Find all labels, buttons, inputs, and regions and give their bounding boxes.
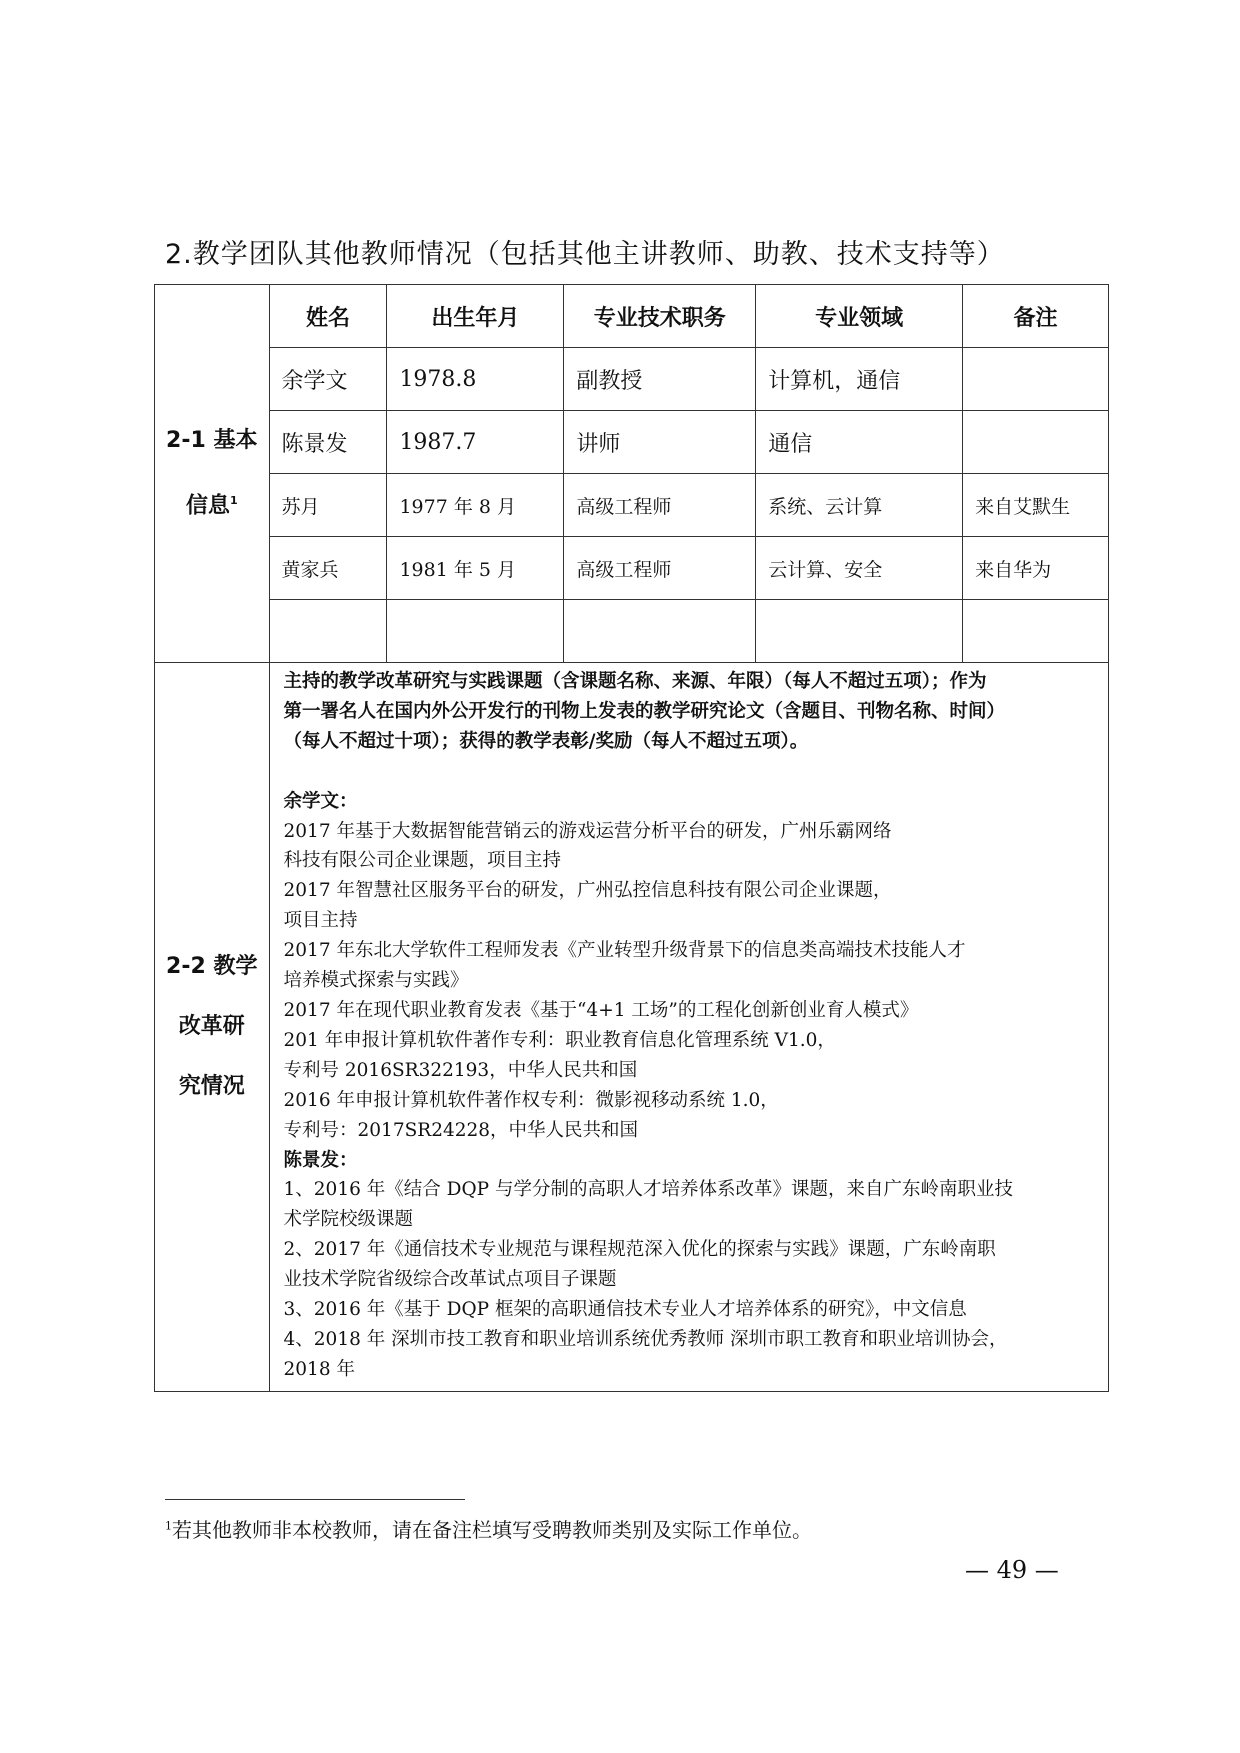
cell: 1978.8	[387, 348, 564, 411]
teacher2-items	[284, 1175, 1108, 1384]
reform-item-line: 培养模式探索与实践》	[283, 970, 469, 992]
footnote: $^1$若其他教师非本校教师，请在备注栏填写受聘教师类别及实际工作单位。	[165, 1518, 812, 1542]
cell: 计算机，通信	[756, 348, 963, 411]
cell: 高级工程师	[564, 474, 756, 537]
reform-item-line: 201 年申报计算机软件著作专利：职业教育信息化管理系统 V1.0，	[283, 1029, 836, 1051]
cell: 高级工程师	[564, 537, 756, 600]
table-row	[155, 474, 1109, 537]
cell	[756, 600, 963, 663]
reform-item-line: 专利号：2017SR24228，中华人民共和国	[283, 1119, 639, 1141]
cell: 黄家兵	[269, 537, 387, 600]
reform-row	[155, 663, 1109, 1392]
intro-line: 主持的教学改革研究与实践课题（含课题名称、来源、年限）（每人不超过五项）；作为	[283, 671, 987, 692]
reform-item-line: 1、2016 年《结合 DQP 与学分制的高职人才培养体系改革》课题，来自广东岭南职业技	[283, 1179, 1013, 1201]
teacher1-items	[284, 817, 1108, 1146]
cell: 1987.7	[387, 411, 564, 474]
cell: 来自艾默生	[963, 474, 1109, 537]
cell: 1977 年 8 月	[387, 474, 564, 537]
teacher-table	[154, 284, 1109, 1392]
header-note: 备注	[963, 285, 1109, 348]
reform-item-line: 科技有限公司企业课题，项目主持	[283, 850, 562, 872]
section1-label: 2-1 基本 信息$^1$	[155, 285, 270, 663]
teacher-name: 陈景发：	[283, 1149, 358, 1171]
intro-line: （每人不超过十项）；获得的教学表彰/奖励（每人不超过五项）。	[283, 730, 809, 752]
cell	[963, 348, 1109, 411]
cell	[963, 600, 1109, 663]
reform-item-line: 术学院校级课题	[283, 1209, 414, 1231]
cell	[269, 600, 387, 663]
cell: 系统、云计算	[756, 474, 963, 537]
reform-item-line: 2016 年申报计算机软件著作权专利：微影视移动系统 1.0，	[283, 1089, 779, 1111]
section-title: 2.教学团队其他教师情况（包括其他主讲教师、助教、技术支持等）	[165, 239, 1005, 270]
footnote-divider	[165, 1499, 465, 1500]
intro-line: 第一署名人在国内外公开发行的刊物上发表的教学研究论文（含题目、刊物名称、时间）	[283, 700, 1006, 722]
reform-item-line: 4、2018 年 深圳市技工教育和职业培训系统优秀教师 深圳市职工教育和职业培训协会，	[283, 1328, 1008, 1350]
reform-item-line: 2017 年在现代职业教育发表《基于“4+1 工场”的工程化创新创业育人模式》	[283, 999, 919, 1021]
cell	[564, 600, 756, 663]
header-field: 专业领域	[756, 285, 963, 348]
table-header-row	[155, 285, 1109, 348]
page-number: — 49 —	[965, 1556, 1059, 1584]
header-birth: 出生年月	[387, 285, 564, 348]
cell: 讲师	[564, 411, 756, 474]
reform-item-line: 项目主持	[283, 910, 358, 932]
teacher-name: 余学文：	[283, 790, 358, 812]
reform-item-line: 2018 年	[283, 1358, 355, 1380]
cell	[963, 411, 1109, 474]
table-row-empty	[155, 600, 1109, 663]
reform-item-line: 2、2017 年《通信技术专业规范与课程规范深入优化的探索与实践》课题，广东岭南职	[283, 1239, 996, 1261]
cell	[387, 600, 564, 663]
cell: 副教授	[564, 348, 756, 411]
reform-item-line: 3、2016 年《基于 DQP 框架的高职通信技术专业人才培养体系的研究》，中文信息	[283, 1299, 967, 1321]
reform-item-line: 2017 年基于大数据智能营销云的游戏运营分析平台的研发，广州乐霸网络	[283, 820, 892, 842]
reform-item-line: 2017 年东北大学软件工程师发表《产业转型升级背景下的信息类高端技术技能人才	[283, 940, 966, 962]
cell: 来自华为	[963, 537, 1109, 600]
reform-content	[269, 663, 1108, 1392]
reform-item-line: 专利号 2016SR322193，中华人民共和国	[283, 1059, 638, 1081]
table-row	[155, 348, 1109, 411]
cell: 云计算、安全	[756, 537, 963, 600]
section2-label: 2-2 教学 改革研 究情况	[155, 663, 270, 1392]
cell: 苏月	[269, 474, 387, 537]
reform-item-line: 2017 年智慧社区服务平台的研发，广州弘控信息科技有限公司企业课题，	[283, 880, 892, 902]
table-row	[155, 537, 1109, 600]
cell: 陈景发	[269, 411, 387, 474]
reform-item-line: 业技术学院省级综合改革试点项目子课题	[283, 1269, 617, 1291]
cell: 1981 年 5 月	[387, 537, 564, 600]
cell: 余学文	[269, 348, 387, 411]
cell: 通信	[756, 411, 963, 474]
table-row	[155, 411, 1109, 474]
header-name: 姓名	[269, 285, 387, 348]
header-title: 专业技术职务	[564, 285, 756, 348]
